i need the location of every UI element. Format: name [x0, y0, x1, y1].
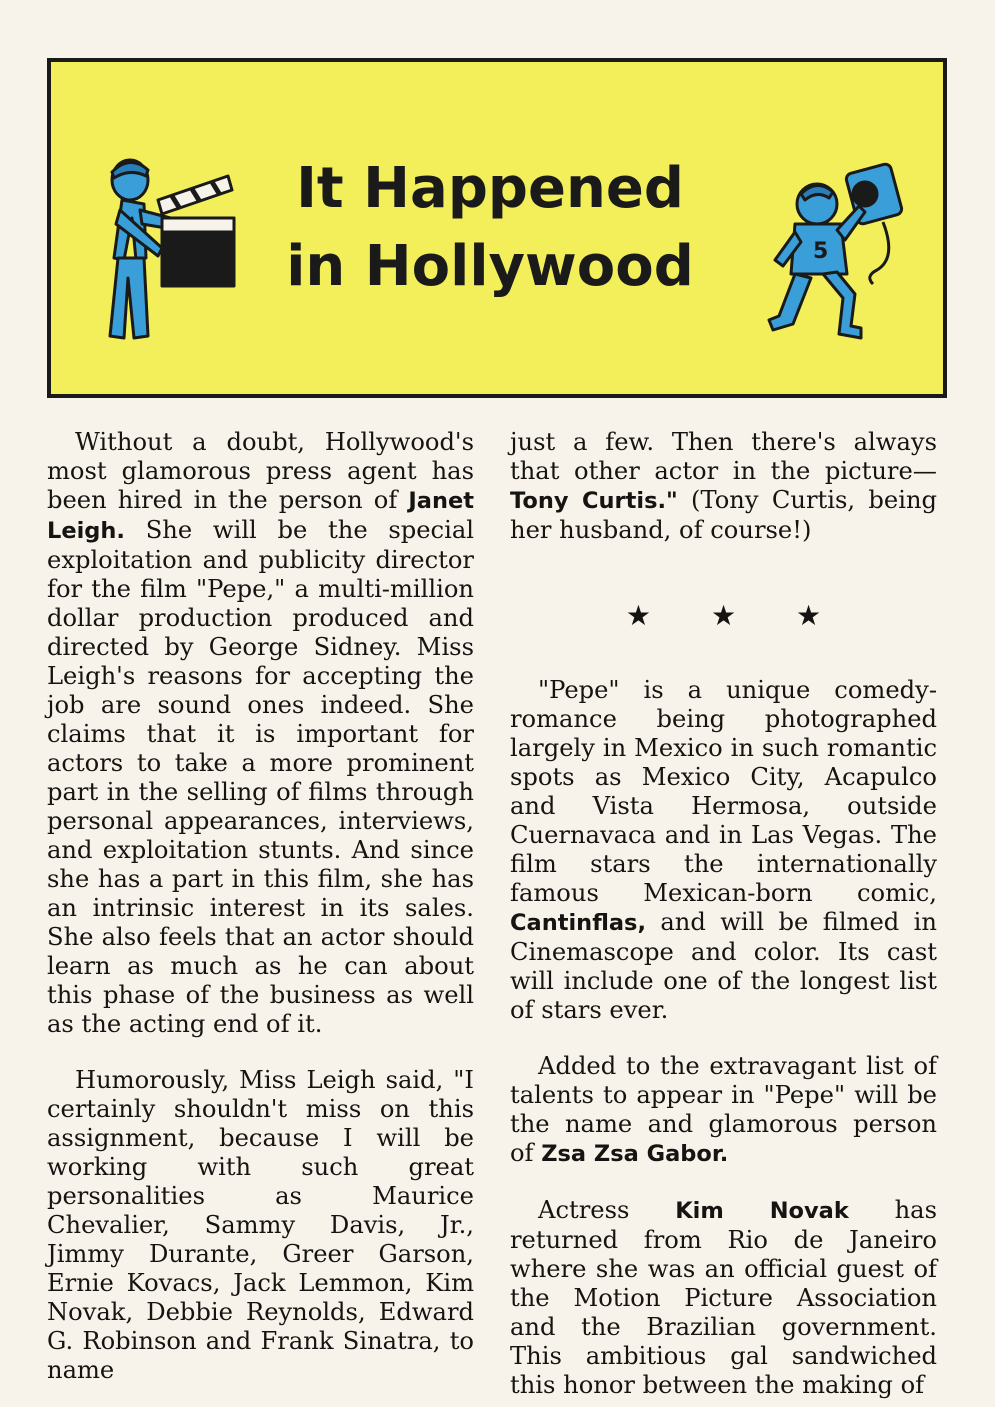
paragraph-janet-leigh — [47, 428, 474, 1039]
paragraph-text: Without a doubt, Hollywood's most glamorous press agent has been hired in the person of — [47, 428, 474, 514]
paragraph-humorously — [47, 1066, 474, 1385]
bold-name: Tony Curtis." — [510, 488, 678, 514]
paragraph-text: (Tony Curtis, being her husband, of course!) — [510, 486, 938, 544]
paragraph-tony-curtis — [510, 428, 937, 545]
paragraph-text: Added to the extravagant list of talents to appear in "Pepe" will be the name and glamorous person of — [510, 1052, 937, 1167]
star-icon: ★ — [796, 599, 822, 632]
bold-name: Zsa Zsa Gabor. — [541, 1141, 729, 1167]
svg-text:5: 5 — [813, 239, 829, 264]
bold-name: Janet Leigh. — [47, 488, 474, 544]
star-separator — [510, 601, 937, 631]
paragraph-text: She will be the special exploitation and publicity director for the film "Pepe," a multi-million dollar production produced and directed by George Sidney. Miss Leigh's reasons for accepting the job are sound ones indeed. She claims that it is important for actors to take a more prominent part in the selling of films through personal appearances, interviews, and exploitation stunts. And since she has a part in this film, she has an intrinsic interest in its sales. She also feels that an actor should learn as much as he can about this phase of the business as well as the acting end of it. — [47, 516, 474, 1038]
paragraph-text: has returned from Rio de Janeiro where she was an official guest of the Motion Picture Association and the Brazilian government. This ambitious gal sandwiched this honor between the making of — [510, 1196, 937, 1399]
paragraph-pepe — [510, 676, 937, 1025]
star-icon: ★ — [625, 599, 651, 632]
cameraman-icon — [765, 148, 910, 348]
right-column — [510, 428, 937, 1400]
paragraph-text: Actress — [538, 1196, 676, 1224]
left-column — [47, 428, 474, 1385]
title-line-2: in Hollywood — [286, 234, 694, 299]
paragraph-text: and will be filmed in Cinemascope and color. Its cast will include one of the longest list of stars ever. — [510, 908, 937, 1024]
bold-name: Cantinflas, — [510, 910, 646, 936]
paragraph-text: "Pepe" is a unique comedy-romance being photographed largely in Mexico in such romantic spots as Mexico City, Acapulco and Vista Hermosa, outside Cuernavaca and in Las Vegas. The film stars the internationally famous Mexican-born comic, — [510, 676, 937, 907]
title-line-1: It Happened — [296, 156, 684, 221]
paragraph-text: Humorously, Miss Leigh said, "I certainly shouldn't miss on this assignment, because I will be working with such great personalities as Maurice Chevalier, Sammy Davis, Jr., Jimmy Durante, Greer Garson, Ernie Kovacs, Jack Lemmon, Kim Novak, Debbie Reynolds, Edward G. Robinson and Frank Sinatra, to name — [47, 1066, 474, 1384]
page-title — [250, 150, 730, 306]
bold-name: Kim Novak — [675, 1198, 849, 1224]
clapperboard-man-icon — [100, 148, 240, 348]
star-icon: ★ — [710, 599, 737, 632]
paragraph-zsa-zsa — [510, 1052, 937, 1169]
paragraph-kim-novak — [510, 1196, 937, 1400]
paragraph-text: just a few. Then there's always that other actor in the picture— — [510, 428, 937, 485]
